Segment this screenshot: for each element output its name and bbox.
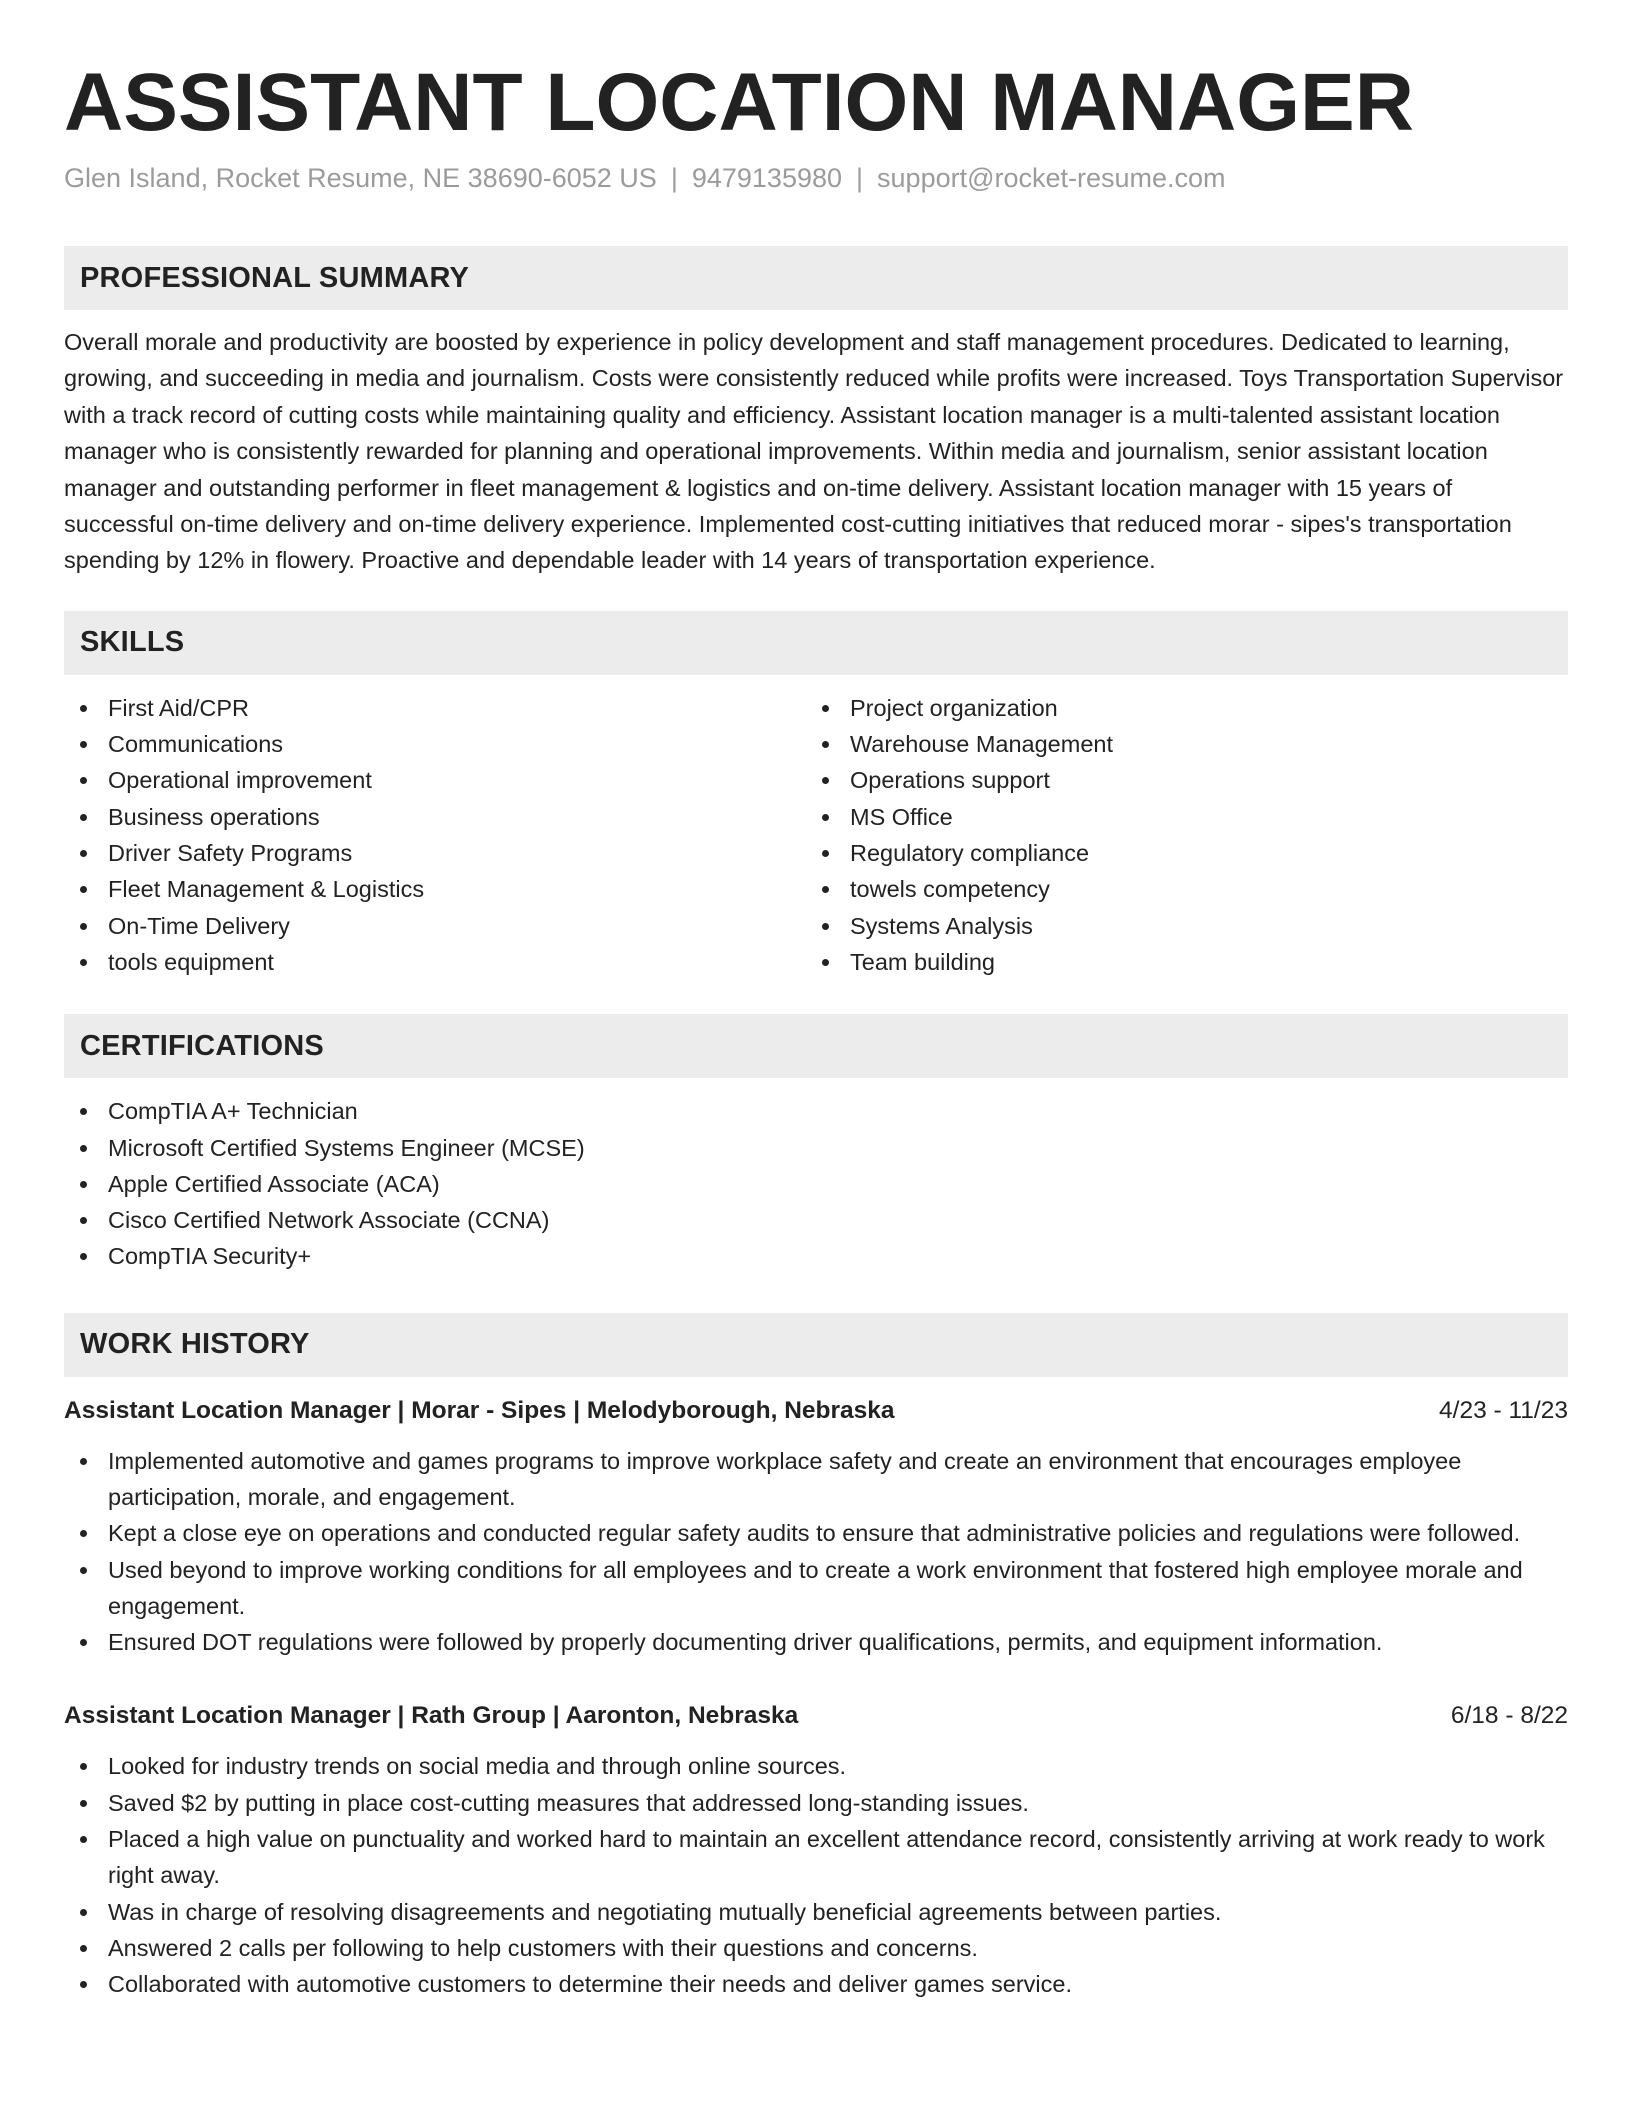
section-header-work-history: WORK HISTORY xyxy=(64,1313,1568,1377)
job-entry xyxy=(64,1698,1568,2002)
skill-item: Fleet Management & Logistics xyxy=(64,871,806,907)
skill-item: Operational improvement xyxy=(64,762,806,798)
skill-item: First Aid/CPR xyxy=(64,690,806,726)
section-header-professional-summary: PROFESSIONAL SUMMARY xyxy=(64,246,1568,310)
contact-address: Glen Island, Rocket Resume, NE 38690-6052 US xyxy=(64,163,657,193)
job-bullet: Looked for industry trends on social media and through online sources. xyxy=(64,1748,1568,1784)
job-title: Assistant Location Manager | Morar - Sipes | Melodyborough, Nebraska xyxy=(64,1396,895,1424)
contact-phone: 9479135980 xyxy=(691,163,843,193)
job-bullets xyxy=(64,1443,1568,1661)
contact-separator: | xyxy=(856,163,864,193)
job-entry xyxy=(64,1393,1568,1661)
skill-item: On-Time Delivery xyxy=(64,908,806,944)
contact-separator: | xyxy=(670,163,678,193)
certification-item: CompTIA Security+ xyxy=(64,1238,1568,1274)
skills-column-right xyxy=(806,690,1548,980)
contact-line xyxy=(64,158,1568,202)
skill-item: MS Office xyxy=(806,799,1548,835)
job-dates: 6/18 - 8/22 xyxy=(1450,1702,1568,1730)
job-bullet: Implemented automotive and games programs to improve workplace safety and create an environment that encourages employee participation, morale, and engagement. xyxy=(64,1443,1568,1516)
certification-item: CompTIA A+ Technician xyxy=(64,1093,1568,1129)
job-header xyxy=(64,1698,1568,1734)
job-title: Assistant Location Manager | Rath Group | Aaronton, Nebraska xyxy=(64,1702,799,1730)
skill-item: Communications xyxy=(64,726,806,762)
skill-item: Operations support xyxy=(806,762,1548,798)
section-header-skills: SKILLS xyxy=(64,611,1568,675)
job-bullet: Ensured DOT regulations were followed by properly documenting driver qualifications, permits, and equipment information. xyxy=(64,1624,1568,1660)
job-dates: 4/23 - 11/23 xyxy=(1439,1396,1568,1424)
skill-item: Team building xyxy=(806,944,1548,980)
contact-email: support@rocket-resume.com xyxy=(877,163,1226,193)
summary-text: Overall morale and productivity are boosted by experience in policy development and staff management procedures. Dedicated to learning, growing, and succeeding in media and journalism. Costs were consistently reduced while profits were increased. Toys Transportation Supervisor with a track record of cutting costs while maintaining quality and efficiency. Assistant location manager is a multi-talented assistant location manager who is consistently rewarded for planning and operational improvements. Within media and journalism, senior assistant location manager and outstanding performer in fleet management & logistics and on-time delivery. Assistant location manager with 15 years of successful on-time delivery and on-time delivery experience. Implemented cost-cutting initiatives that reduced morar - sipes's transportation spending by 12% in flowery. Proactive and dependable leader with 14 years of transportation experience. xyxy=(64,329,1564,574)
job-bullet: Was in charge of resolving disagreements and negotiating mutually beneficial agreements between parties. xyxy=(64,1894,1568,1930)
job-bullets xyxy=(64,1748,1568,2002)
skill-item: Project organization xyxy=(806,690,1548,726)
skill-item: Business operations xyxy=(64,799,806,835)
candidate-name: ASSISTANT LOCATION MANAGER xyxy=(64,57,1414,148)
job-bullet: Collaborated with automotive customers to determine their needs and deliver games service. xyxy=(64,1966,1568,2002)
job-header xyxy=(64,1393,1568,1429)
job-bullet: Used beyond to improve working conditions for all employees and to create a work environment that fostered high employee morale and engagement. xyxy=(64,1552,1568,1625)
certification-item: Microsoft Certified Systems Engineer (MCSE) xyxy=(64,1130,1568,1166)
skills-grid xyxy=(64,690,1568,980)
job-bullet: Placed a high value on punctuality and worked hard to maintain an excellent attendance record, consistently arriving at work ready to work right away. xyxy=(64,1821,1568,1894)
skill-item: Warehouse Management xyxy=(806,726,1548,762)
skill-item: Driver Safety Programs xyxy=(64,835,806,871)
job-bullet: Kept a close eye on operations and conducted regular safety audits to ensure that administrative policies and regulations were followed. xyxy=(64,1515,1568,1551)
resume-page xyxy=(64,48,1568,2003)
skill-item: tools equipment xyxy=(64,944,806,980)
section-header-certifications: CERTIFICATIONS xyxy=(64,1014,1568,1078)
certifications-list xyxy=(64,1093,1568,1274)
skills-column-left xyxy=(64,690,806,980)
certification-item: Cisco Certified Network Associate (CCNA) xyxy=(64,1202,1568,1238)
skill-item: Systems Analysis xyxy=(806,908,1548,944)
job-bullet: Answered 2 calls per following to help customers with their questions and concerns. xyxy=(64,1930,1568,1966)
skill-item: towels competency xyxy=(806,871,1548,907)
job-bullet: Saved $2 by putting in place cost-cutting measures that addressed long-standing issues. xyxy=(64,1785,1568,1821)
skill-item: Regulatory compliance xyxy=(806,835,1548,871)
certification-item: Apple Certified Associate (ACA) xyxy=(64,1166,1568,1202)
